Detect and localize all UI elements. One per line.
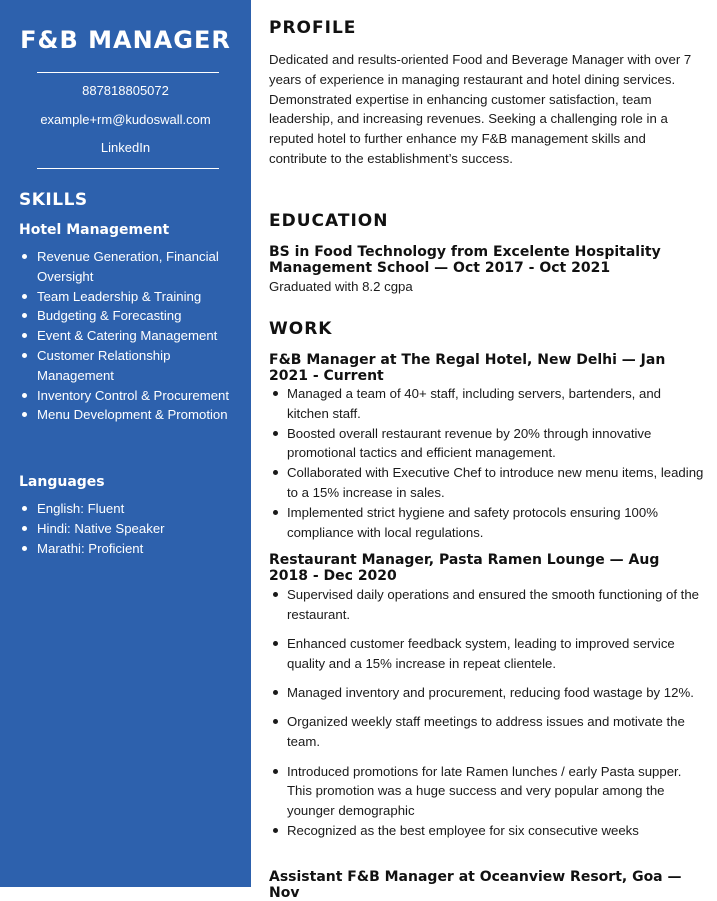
skills-heading: SKILLS (19, 190, 88, 210)
list-item: Customer Relationship Management (0, 346, 251, 386)
job-title: Assistant F&B Manager at Oceanview Resort, Goa — Nov (269, 869, 682, 901)
divider (37, 72, 219, 73)
divider (37, 168, 219, 169)
work-heading: WORK (269, 319, 333, 339)
linkedin-link[interactable]: LinkedIn (100, 140, 151, 155)
list-item: Introduced promotions for late Ramen lunches / early Pasta supper. This promotion was a huge success and very popular among the younger demographic (269, 762, 705, 821)
list-item: Team Leadership & Training (0, 287, 251, 307)
list-item: Enhanced customer feedback system, leading to improved service quality and a 15% increase in repeat clientele. (269, 634, 705, 674)
list-item: Supervised daily operations and ensured the smooth functioning of the restaurant. (269, 585, 705, 625)
list-item: Collaborated with Executive Chef to introduce new menu items, leading to a 15% increase in sales. (269, 463, 705, 503)
job-title: F&B Manager at The Regal Hotel, New Delhi — Jan 2021 - Current (269, 352, 666, 384)
list-item: Menu Development & Promotion (0, 405, 251, 425)
degree-detail: Graduated with 8.2 cgpa (269, 279, 413, 294)
list-item: Hindi: Native Speaker (0, 519, 251, 539)
email-link[interactable]: example+rm@kudoswall.com (40, 112, 211, 127)
list-item: Event & Catering Management (0, 326, 251, 346)
list-item: Implemented strict hygiene and safety protocols ensuring 100% compliance with local regulations. (269, 503, 705, 543)
list-item: Budgeting & Forecasting (0, 306, 251, 326)
list-item: Inventory Control & Procurement (0, 386, 251, 406)
degree-title: BS in Food Technology from Excelente Hospitality Management School — Oct 2017 - Oct 2021 (269, 244, 661, 276)
profile-heading: PROFILE (269, 18, 357, 38)
list-item: Revenue Generation, Financial Oversight (0, 247, 251, 287)
list-item: Marathi: Proficient (0, 539, 251, 559)
profile-summary: Dedicated and results-oriented Food and Beverage Manager with over 7 years of experience in managing restaurant and hotel dining services. Demonstrated expertise in enhancing customer satisfaction, team leadership, and increasing revenues. Seeking a challenging role in a reputed hotel to further enhance my F&B management skills and contribute to the establishment’s success. (269, 52, 692, 166)
list-item: English: Fluent (0, 499, 251, 519)
list-item: Boosted overall restaurant revenue by 20% through innovative promotional tactics and efficient management. (269, 424, 705, 464)
job-title: Restaurant Manager, Pasta Ramen Lounge — Aug 2018 - Dec 2020 (269, 552, 660, 584)
resume-title: F&B MANAGER (20, 26, 231, 54)
job-bullets (269, 585, 705, 841)
sidebar (0, 0, 251, 887)
hotel-skills-list (0, 247, 251, 425)
languages-heading: Languages (19, 474, 105, 490)
job-bullets (269, 384, 705, 542)
education-heading: EDUCATION (269, 211, 389, 231)
list-item: Managed inventory and procurement, reducing food wastage by 12%. (269, 683, 705, 703)
phone-number: 887818805072 (82, 83, 169, 98)
list-item: Organized weekly staff meetings to address issues and motivate the team. (269, 712, 705, 752)
languages-list (0, 499, 251, 558)
hotel-management-heading: Hotel Management (19, 222, 170, 238)
list-item: Recognized as the best employee for six consecutive weeks (269, 821, 705, 841)
list-item: Managed a team of 40+ staff, including servers, bartenders, and kitchen staff. (269, 384, 705, 424)
